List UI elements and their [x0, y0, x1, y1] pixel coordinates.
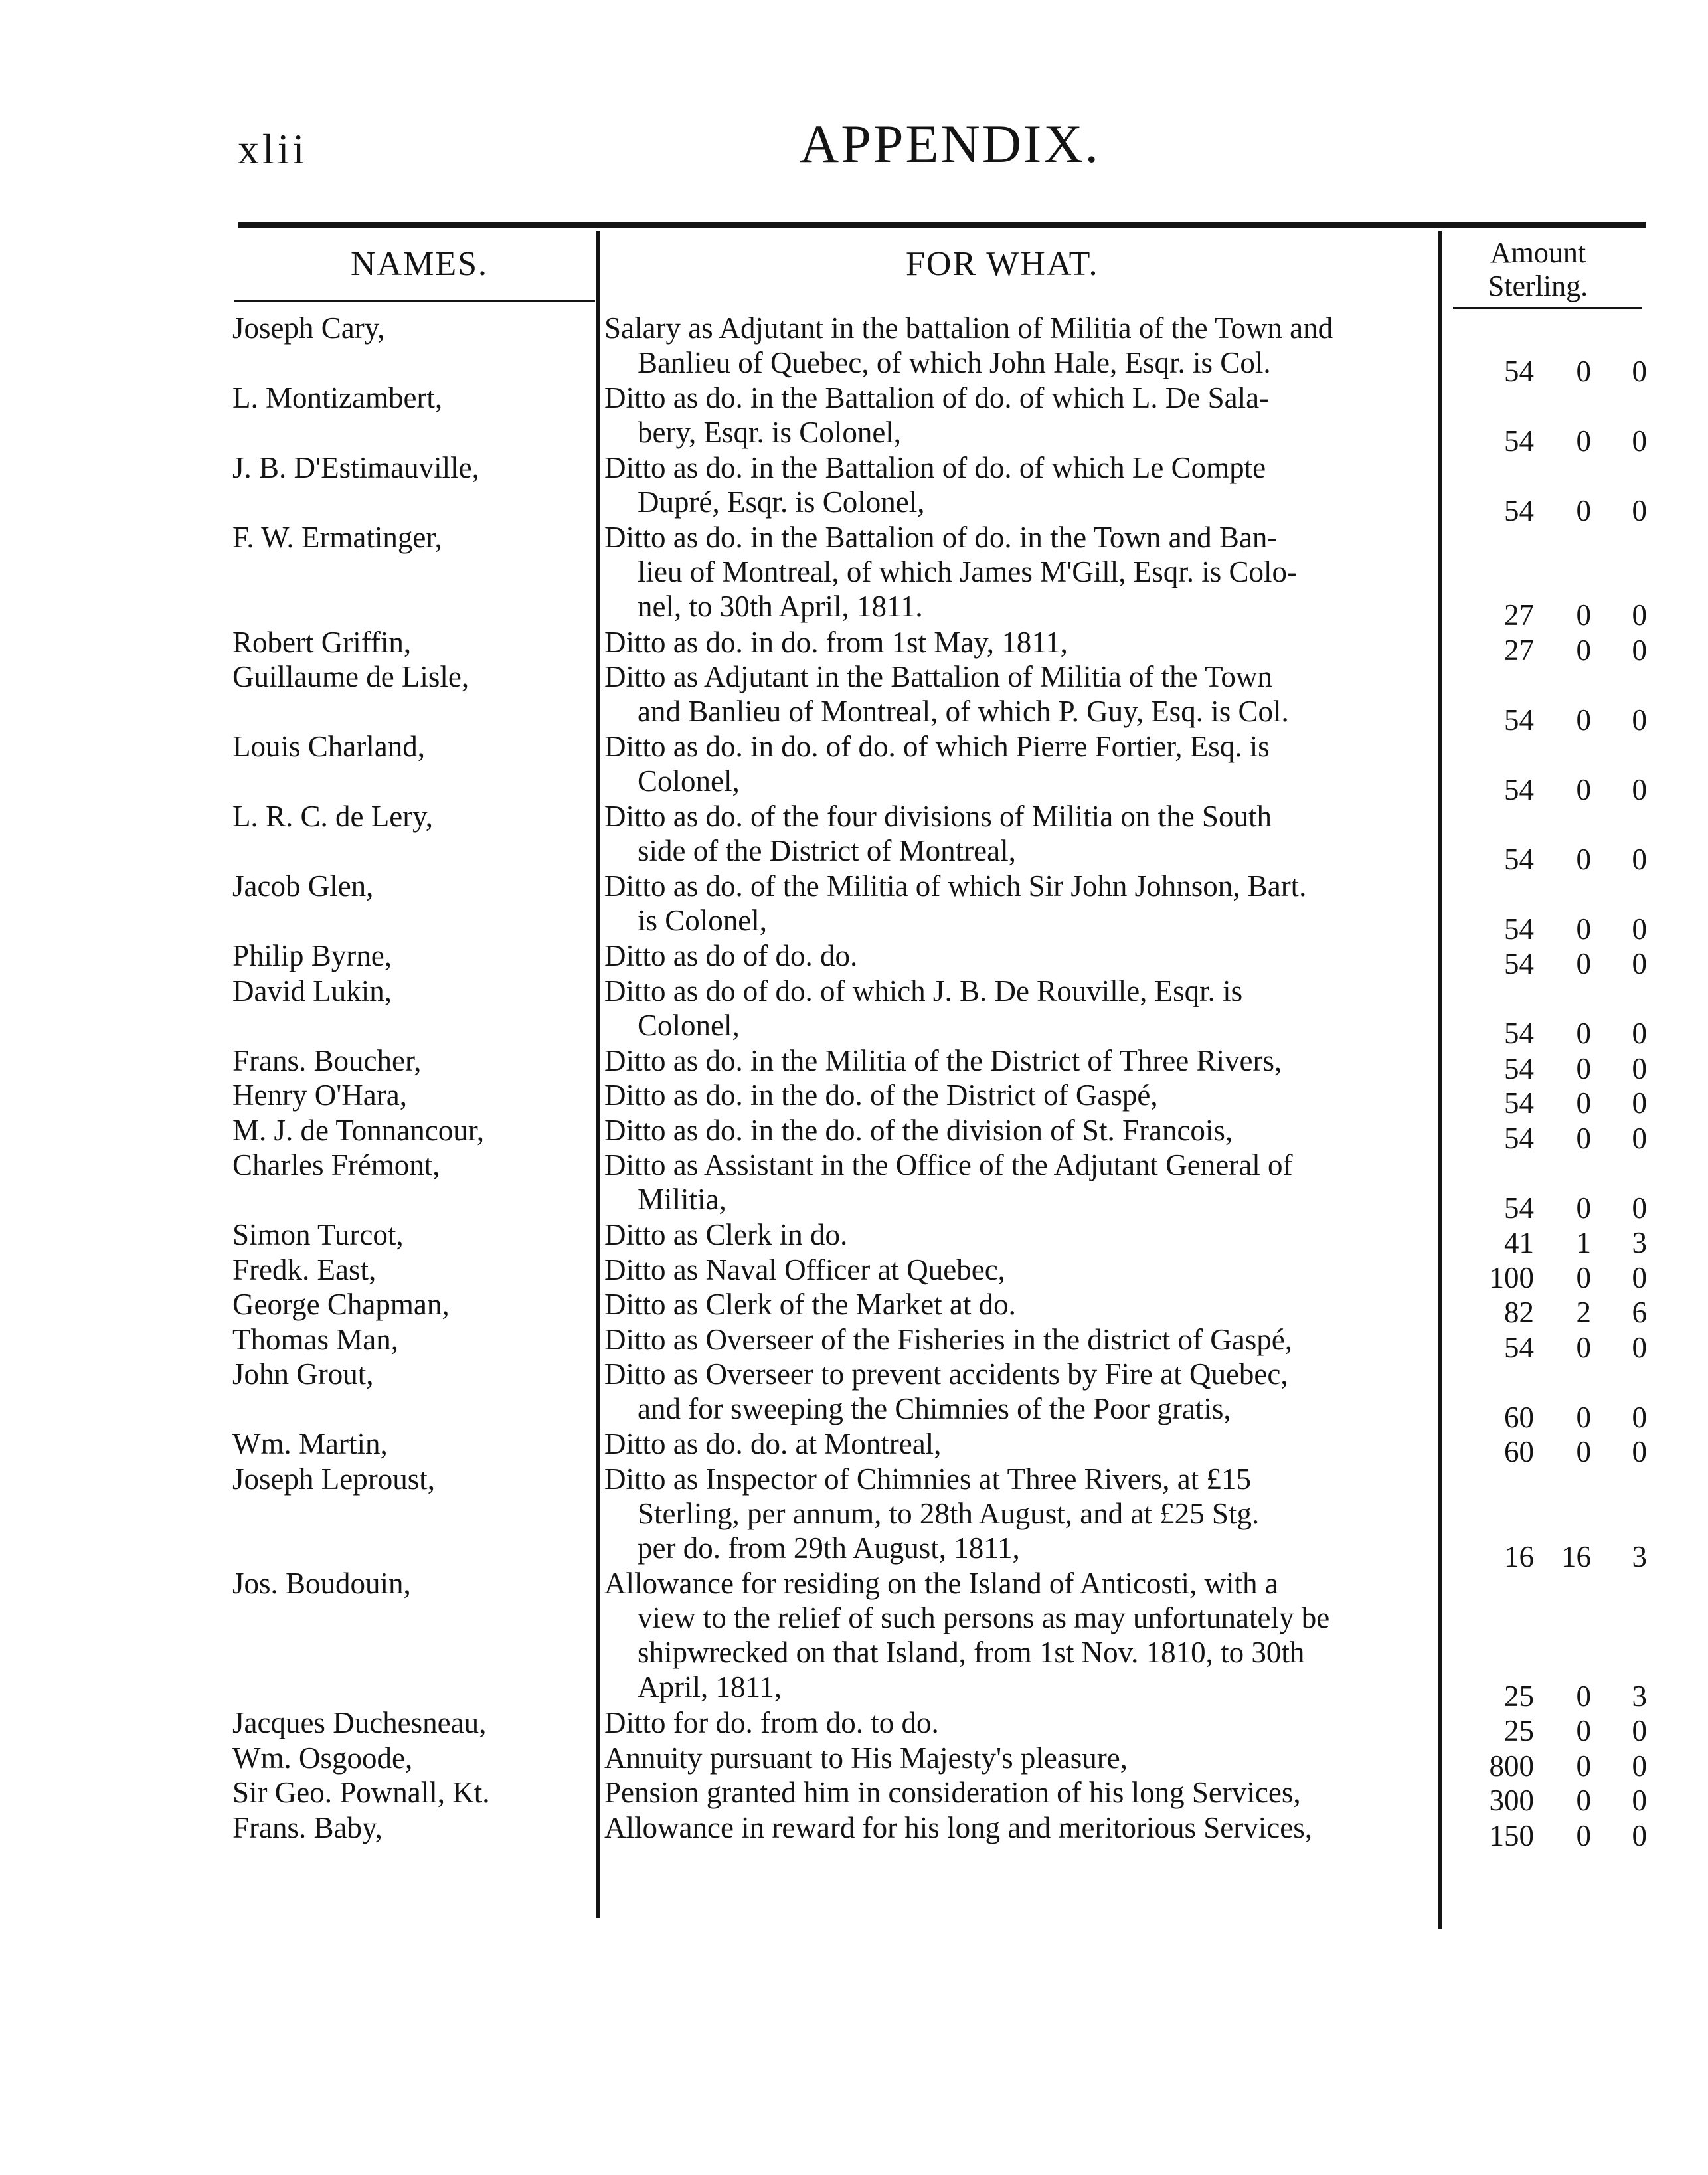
row-amount-shillings: 0 — [1576, 1330, 1591, 1364]
row-amount-pence: 3 — [1632, 1226, 1647, 1259]
row-amount-pence: 0 — [1632, 424, 1647, 458]
row-description — [604, 1810, 1434, 1845]
row-name: Henry O'Hara, — [232, 1079, 407, 1112]
row-description-line: Ditto as do. of the four divisions of Militia on the South — [604, 800, 1272, 833]
row-amount-pence: 0 — [1632, 598, 1647, 632]
column-divider-left — [596, 231, 600, 1918]
row-amount-pence: 0 — [1632, 493, 1647, 527]
row-amount-pounds: 54 — [1504, 1017, 1534, 1050]
row-name: Robert Griffin, — [232, 625, 412, 659]
row-amount-shillings: 0 — [1576, 493, 1591, 527]
row-description-line: Allowance for residing on the Island of Anticosti, with a — [604, 1567, 1278, 1600]
row-amount-pence: 0 — [1632, 1714, 1647, 1747]
row-amount-shillings: 0 — [1576, 1017, 1591, 1050]
amount-header-rule — [1453, 307, 1642, 309]
row-name: Wm. Martin, — [232, 1427, 388, 1460]
row-description-line: Ditto as Assistant in the Office of the Adjutant General of — [604, 1148, 1293, 1181]
row-description — [604, 311, 1434, 380]
row-amount-pounds: 54 — [1504, 493, 1534, 527]
row-amount-shillings: 0 — [1576, 1261, 1591, 1294]
row-amount-pence: 0 — [1632, 354, 1647, 388]
row-description — [604, 520, 1434, 624]
row-name: Thomas Man, — [232, 1322, 398, 1356]
row-description-line: Banlieu of Quebec, of which John Hale, Esqr. is Col. — [638, 346, 1271, 379]
row-name: Wm. Osgoode, — [232, 1741, 413, 1775]
row-amount-pounds: 60 — [1504, 1400, 1534, 1434]
row-amount-pounds: 54 — [1504, 1121, 1534, 1155]
row-amount-pence: 3 — [1632, 1679, 1647, 1713]
row-amount-shillings: 0 — [1576, 598, 1591, 632]
row-description-line: Ditto as do. in do. of do. of which Pierre Fortier, Esq. is — [604, 730, 1270, 763]
row-amount-pence: 0 — [1632, 842, 1647, 876]
row-description-line: Allowance in reward for his long and meritorious Services, — [604, 1810, 1312, 1844]
row-name: Charles Frémont, — [232, 1148, 440, 1181]
row-amount-pounds: 25 — [1504, 1714, 1534, 1747]
row-description — [604, 1217, 1434, 1252]
row-name: Frans. Boucher, — [232, 1043, 422, 1077]
row-description — [604, 938, 1434, 973]
row-amount-shillings: 0 — [1576, 1435, 1591, 1468]
row-amount-pence: 0 — [1632, 947, 1647, 980]
row-description-line: Ditto as do. in the do. of the division of St. Francois, — [604, 1113, 1233, 1147]
row-name: Jos. Boudouin, — [232, 1567, 411, 1600]
row-description-line: Pension granted him in consideration of his long Services, — [604, 1776, 1301, 1809]
column-header-for-what: FOR WHAT. — [906, 245, 1099, 283]
row-amount-pounds: 54 — [1504, 1191, 1534, 1225]
column-header-names: NAMES. — [351, 245, 489, 283]
page-number: xlii — [238, 126, 308, 173]
row-description-line: Ditto as do. of the Militia of which Sir John Johnson, Bart. — [604, 869, 1307, 903]
row-amount-shillings: 16 — [1561, 1539, 1591, 1573]
row-description-line: Ditto as Overseer of the Fisheries in the district of Gaspé, — [604, 1322, 1292, 1356]
row-amount-pence: 0 — [1632, 1087, 1647, 1120]
row-description-line: Ditto as Inspector of Chimnies at Three Rivers, at £15 — [604, 1462, 1251, 1496]
row-description-line: shipwrecked on that Island, from 1st Nov. 1810, to 30th — [638, 1636, 1305, 1669]
row-description — [604, 381, 1434, 450]
row-amount-pence: 3 — [1632, 1539, 1647, 1573]
row-name: David Lukin, — [232, 974, 392, 1007]
row-amount-pounds: 54 — [1504, 703, 1534, 737]
row-description-line: side of the District of Montreal, — [638, 834, 1016, 867]
row-description-line: nel, to 30th April, 1811. — [638, 590, 923, 623]
row-amount-shillings: 0 — [1576, 842, 1591, 876]
row-amount-pounds: 27 — [1504, 633, 1534, 667]
row-description — [604, 1148, 1434, 1217]
row-description — [604, 1705, 1434, 1740]
row-amount-pence: 0 — [1632, 633, 1647, 667]
row-description — [604, 729, 1434, 798]
row-amount-shillings: 0 — [1576, 1087, 1591, 1120]
row-amount-pounds: 41 — [1504, 1226, 1534, 1259]
row-amount-pounds: 54 — [1504, 1051, 1534, 1085]
row-description — [604, 1322, 1434, 1357]
page-title: APPENDIX. — [800, 114, 1100, 174]
row-amount-pence: 0 — [1632, 1400, 1647, 1434]
row-description — [604, 1566, 1434, 1704]
row-description-line: Ditto as do of do. do. — [604, 939, 858, 972]
row-amount-pounds: 27 — [1504, 598, 1534, 632]
row-description — [604, 1253, 1434, 1287]
row-name: Jacques Duchesneau, — [232, 1706, 487, 1739]
row-amount-pounds: 82 — [1504, 1296, 1534, 1329]
row-amount-shillings: 0 — [1576, 912, 1591, 946]
row-amount-pence: 0 — [1632, 703, 1647, 737]
row-description-line: Ditto as Adjutant in the Battalion of Militia of the Town — [604, 660, 1272, 693]
row-name: Frans. Baby, — [232, 1810, 383, 1844]
row-description-line: Ditto as do. in the Militia of the District of Three Rivers, — [604, 1043, 1282, 1077]
row-amount-pence: 0 — [1632, 1191, 1647, 1225]
row-description — [604, 799, 1434, 868]
row-amount-pounds: 300 — [1489, 1784, 1534, 1817]
row-amount-shillings: 0 — [1576, 772, 1591, 806]
row-description-line: Ditto as do. in the do. of the District of Gaspé, — [604, 1079, 1158, 1112]
row-amount-pounds: 54 — [1504, 354, 1534, 388]
row-description-line: Ditto as do. in the Battalion of do. of which Le Compte — [604, 451, 1266, 484]
row-amount-shillings: 0 — [1576, 1679, 1591, 1713]
row-description-line: lieu of Montreal, of which James M'Gill, Esqr. is Colo- — [638, 555, 1297, 588]
row-name: F. W. Ermatinger, — [232, 521, 442, 554]
row-name: Jacob Glen, — [232, 869, 374, 903]
row-name: Philip Byrne, — [232, 939, 392, 972]
row-description-line: Colonel, — [638, 764, 740, 798]
row-description-line: Ditto as do. do. at Montreal, — [604, 1427, 942, 1460]
row-description — [604, 659, 1434, 729]
row-amount-shillings: 0 — [1576, 703, 1591, 737]
row-description — [604, 625, 1434, 659]
row-description-line: Ditto as do of do. of which J. B. De Rouville, Esqr. is — [604, 974, 1243, 1007]
row-description — [604, 450, 1434, 519]
row-description — [604, 1078, 1434, 1112]
row-description — [604, 1775, 1434, 1810]
row-amount-pounds: 54 — [1504, 1330, 1534, 1364]
row-amount-shillings: 0 — [1576, 633, 1591, 667]
row-amount-pounds: 54 — [1504, 772, 1534, 806]
row-name: Fredk. East, — [232, 1253, 377, 1286]
row-name: J. B. D'Estimauville, — [232, 451, 479, 484]
row-amount-pounds: 54 — [1504, 1087, 1534, 1120]
row-name: M. J. de Tonnancour, — [232, 1113, 485, 1147]
row-description — [604, 974, 1434, 1043]
row-amount-pounds: 25 — [1504, 1679, 1534, 1713]
row-amount-shillings: 0 — [1576, 424, 1591, 458]
row-description-line: Ditto for do. from do. to do. — [604, 1706, 939, 1739]
top-rule — [238, 222, 1646, 228]
column-header-amount-line1: Amount — [1490, 236, 1586, 269]
row-description-line: Annuity pursuant to His Majesty's pleasure, — [604, 1741, 1128, 1775]
row-amount-pounds: 150 — [1489, 1818, 1534, 1852]
row-amount-pounds: 54 — [1504, 947, 1534, 980]
row-amount-pounds: 100 — [1489, 1261, 1534, 1294]
row-description-line: and Banlieu of Montreal, of which P. Guy, Esq. is Col. — [638, 695, 1289, 728]
row-name: Louis Charland, — [232, 730, 425, 763]
row-amount-shillings: 1 — [1576, 1226, 1591, 1259]
row-description — [604, 1427, 1434, 1461]
names-header-rule — [234, 300, 595, 302]
row-description — [604, 1043, 1434, 1078]
row-amount-shillings: 0 — [1576, 1818, 1591, 1852]
row-description-line: Ditto as Clerk of the Market at do. — [604, 1288, 1016, 1321]
row-amount-pence: 0 — [1632, 1784, 1647, 1817]
row-amount-pence: 0 — [1632, 772, 1647, 806]
column-header-amount-line2: Sterling. — [1488, 270, 1588, 302]
row-amount-pounds: 60 — [1504, 1435, 1534, 1468]
row-amount-shillings: 0 — [1576, 354, 1591, 388]
row-description — [604, 1357, 1434, 1426]
row-amount-pence: 0 — [1632, 1017, 1647, 1050]
row-description-line: Ditto as do. in the Battalion of do. in the Town and Ban- — [604, 521, 1278, 554]
row-amount-pounds: 54 — [1504, 842, 1534, 876]
row-amount-shillings: 0 — [1576, 1749, 1591, 1783]
column-header-amount — [1458, 236, 1618, 303]
row-description-line: Sterling, per annum, to 28th August, and at £25 Stg. — [638, 1496, 1260, 1530]
row-amount-shillings: 0 — [1576, 1400, 1591, 1434]
row-amount-shillings: 0 — [1576, 1051, 1591, 1085]
row-amount-pounds: 16 — [1504, 1539, 1534, 1573]
row-amount-shillings: 0 — [1576, 1714, 1591, 1747]
row-name: Joseph Leproust, — [232, 1462, 435, 1496]
row-name: Joseph Cary, — [232, 311, 385, 345]
row-description — [604, 1113, 1434, 1148]
row-amount-shillings: 0 — [1576, 1784, 1591, 1817]
row-amount-shillings: 0 — [1576, 1191, 1591, 1225]
row-amount-pence: 6 — [1632, 1296, 1647, 1329]
row-name: Simon Turcot, — [232, 1218, 404, 1251]
row-name: George Chapman, — [232, 1288, 450, 1321]
row-description-line: bery, Esqr. is Colonel, — [638, 416, 902, 449]
row-description-line: Ditto as Clerk in do. — [604, 1218, 848, 1251]
row-description-line: Salary as Adjutant in the battalion of Militia of the Town and — [604, 311, 1333, 345]
row-description-line: is Colonel, — [638, 904, 768, 937]
row-amount-pence: 0 — [1632, 1749, 1647, 1783]
row-description-line: Ditto as do. in the Battalion of do. of which L. De Sala- — [604, 381, 1270, 414]
row-amount-pence: 0 — [1632, 1818, 1647, 1852]
row-description-line: Colonel, — [638, 1008, 740, 1042]
row-amount-pence: 0 — [1632, 1051, 1647, 1085]
row-description — [604, 1287, 1434, 1322]
row-amount-pence: 0 — [1632, 1330, 1647, 1364]
column-divider-right — [1438, 231, 1442, 1929]
row-amount-pence: 0 — [1632, 1261, 1647, 1294]
row-amount-pence: 0 — [1632, 1435, 1647, 1468]
row-description-line: Ditto as do. in do. from 1st May, 1811, — [604, 625, 1068, 659]
row-description-line: view to the relief of such persons as may unfortunately be — [638, 1601, 1330, 1634]
row-name: L. Montizambert, — [232, 381, 443, 414]
row-amount-shillings: 0 — [1576, 947, 1591, 980]
row-name: Sir Geo. Pownall, Kt. — [232, 1776, 490, 1809]
row-description-line: Ditto as Overseer to prevent accidents by Fire at Quebec, — [604, 1357, 1288, 1391]
row-amount-pounds: 800 — [1489, 1749, 1534, 1783]
row-name: John Grout, — [232, 1357, 374, 1391]
row-amount-pounds: 54 — [1504, 424, 1534, 458]
row-description-line: Ditto as Naval Officer at Quebec, — [604, 1253, 1005, 1286]
row-name: Guillaume de Lisle, — [232, 660, 470, 693]
row-description-line: Dupré, Esqr. is Colonel, — [638, 485, 925, 519]
row-description-line: per do. from 29th August, 1811, — [638, 1531, 1020, 1565]
row-name: L. R. C. de Lery, — [232, 800, 434, 833]
row-description — [604, 1462, 1434, 1565]
row-amount-pence: 0 — [1632, 1121, 1647, 1155]
row-description-line: and for sweeping the Chimnies of the Poor gratis, — [638, 1392, 1231, 1425]
row-description-line: April, 1811, — [638, 1670, 782, 1703]
row-description — [604, 1741, 1434, 1775]
row-amount-pounds: 54 — [1504, 912, 1534, 946]
row-amount-shillings: 0 — [1576, 1121, 1591, 1155]
row-amount-shillings: 2 — [1576, 1296, 1591, 1329]
row-description-line: Militia, — [638, 1183, 726, 1216]
row-description — [604, 869, 1434, 938]
row-amount-pence: 0 — [1632, 912, 1647, 946]
